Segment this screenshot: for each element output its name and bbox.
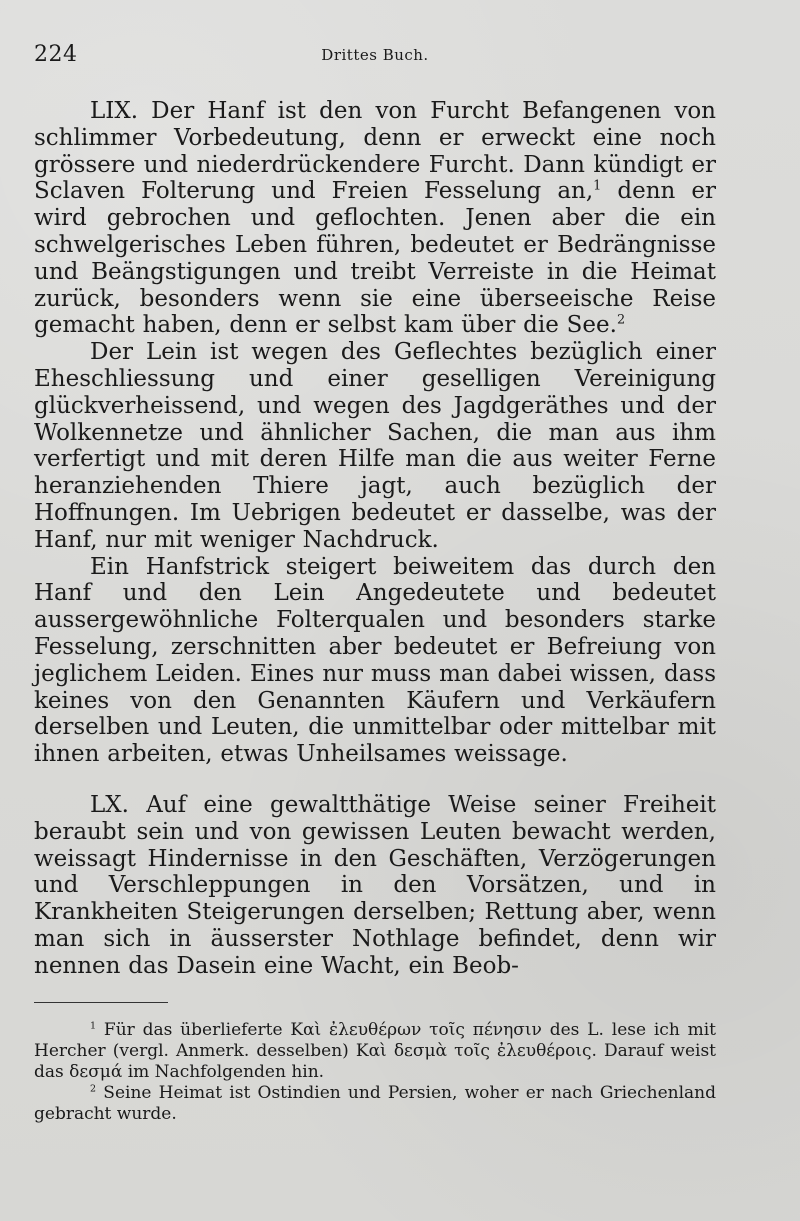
footnote-divider: [34, 1002, 168, 1003]
page-number: 224: [34, 42, 78, 67]
main-text: [34, 98, 716, 980]
paragraph-lix-text-b: denn er wird gebrochen und geflochten. Jenen aber die ein schwelgerisches Leben führen, bedeutet er Bedrängnisse und Beängstigungen und treibt Verreiste in die Heimat zurück, besonders wenn sie eine überseeische Reise gemacht haben, denn er selbst kam über die See.: [34, 178, 717, 339]
footnote-1-label: 1: [90, 1019, 97, 1031]
paragraph-lx: LX. Auf eine gewaltthätige Weise seiner Freiheit beraubt sein und von gewissen Leuten bewacht werden, weissagt Hindernisse in den Geschäften, Verzögerungen und Verschleppungen in den Vorsätzen, und in Krankheiten Steigerungen derselben; Rettung aber, wenn man sich in äusserster Nothlage befindet, denn wir nennen das Dasein eine Wacht, ein Beob-: [34, 791, 716, 979]
paragraph-lix: [34, 98, 716, 339]
footnote-1: [34, 1020, 716, 1083]
running-head: Drittes Buch.: [321, 46, 429, 64]
footnote-ref-2: 2: [616, 312, 626, 328]
footnote-2-text: Seine Heimat ist Ostindien und Persien, woher er nach Griechenland gebracht wurde.: [34, 1082, 716, 1124]
footnote-1-text: Für das überlieferte Καὶ ἐλευθέρων τοῖς πένησιν des L. lese ich mit Hercher (vergl. Anmerk. desselben) Καὶ δεσμὰ τοῖς ἐλευθέροις. Darauf weist das δεσμά im Nachfolgenden hin.: [34, 1019, 716, 1082]
paragraph-lein: Der Lein ist wegen des Geflechtes bezüglich einer Eheschliessung und einer geselligen Vereinigung glückverheissend, und wegen des Jagdgeräthes und der Wolkennetze und ähnlicher Sachen, die man aus ihm verfertigt und mit deren Hilfe man die aus weiter Ferne heranziehenden Thiere jagt, auch bezüglich der Hoffnungen. Im Uebrigen bedeutet er dasselbe, was der Hanf, nur mit weniger Nachdruck.: [34, 339, 716, 553]
footnote-ref-1: 1: [593, 178, 602, 194]
page-header: [34, 42, 716, 78]
footnote-2: [34, 1083, 716, 1125]
footnotes: [34, 1020, 716, 1125]
paragraph-hanfstrick: Ein Hanfstrick steigert beiweitem das durch den Hanf und den Lein Angedeutete und bedeutet aussergewöhnliche Folterqualen und besonders starke Fesselung, zerschnitten aber bedeutet er Befreiung von jeglichem Leiden. Eines nur muss man dabei wissen, dass keines von den Genannten Käufern und Verkäufern derselben und Leuten, die unmittelbar oder mittelbar mit ihnen arbeiten, etwas Unheilsames weissage.: [34, 553, 716, 768]
paragraph-lix-text-a: LIX. Der Hanf ist den von Furcht Befangenen von schlimmer Vorbedeutung, denn er erweckt eine noch grössere und niederdrückendere Furcht. Dann kündigt er Sclaven Folterung und Freien Fesselung an,: [34, 98, 716, 205]
footnote-2-label: 2: [90, 1082, 97, 1094]
